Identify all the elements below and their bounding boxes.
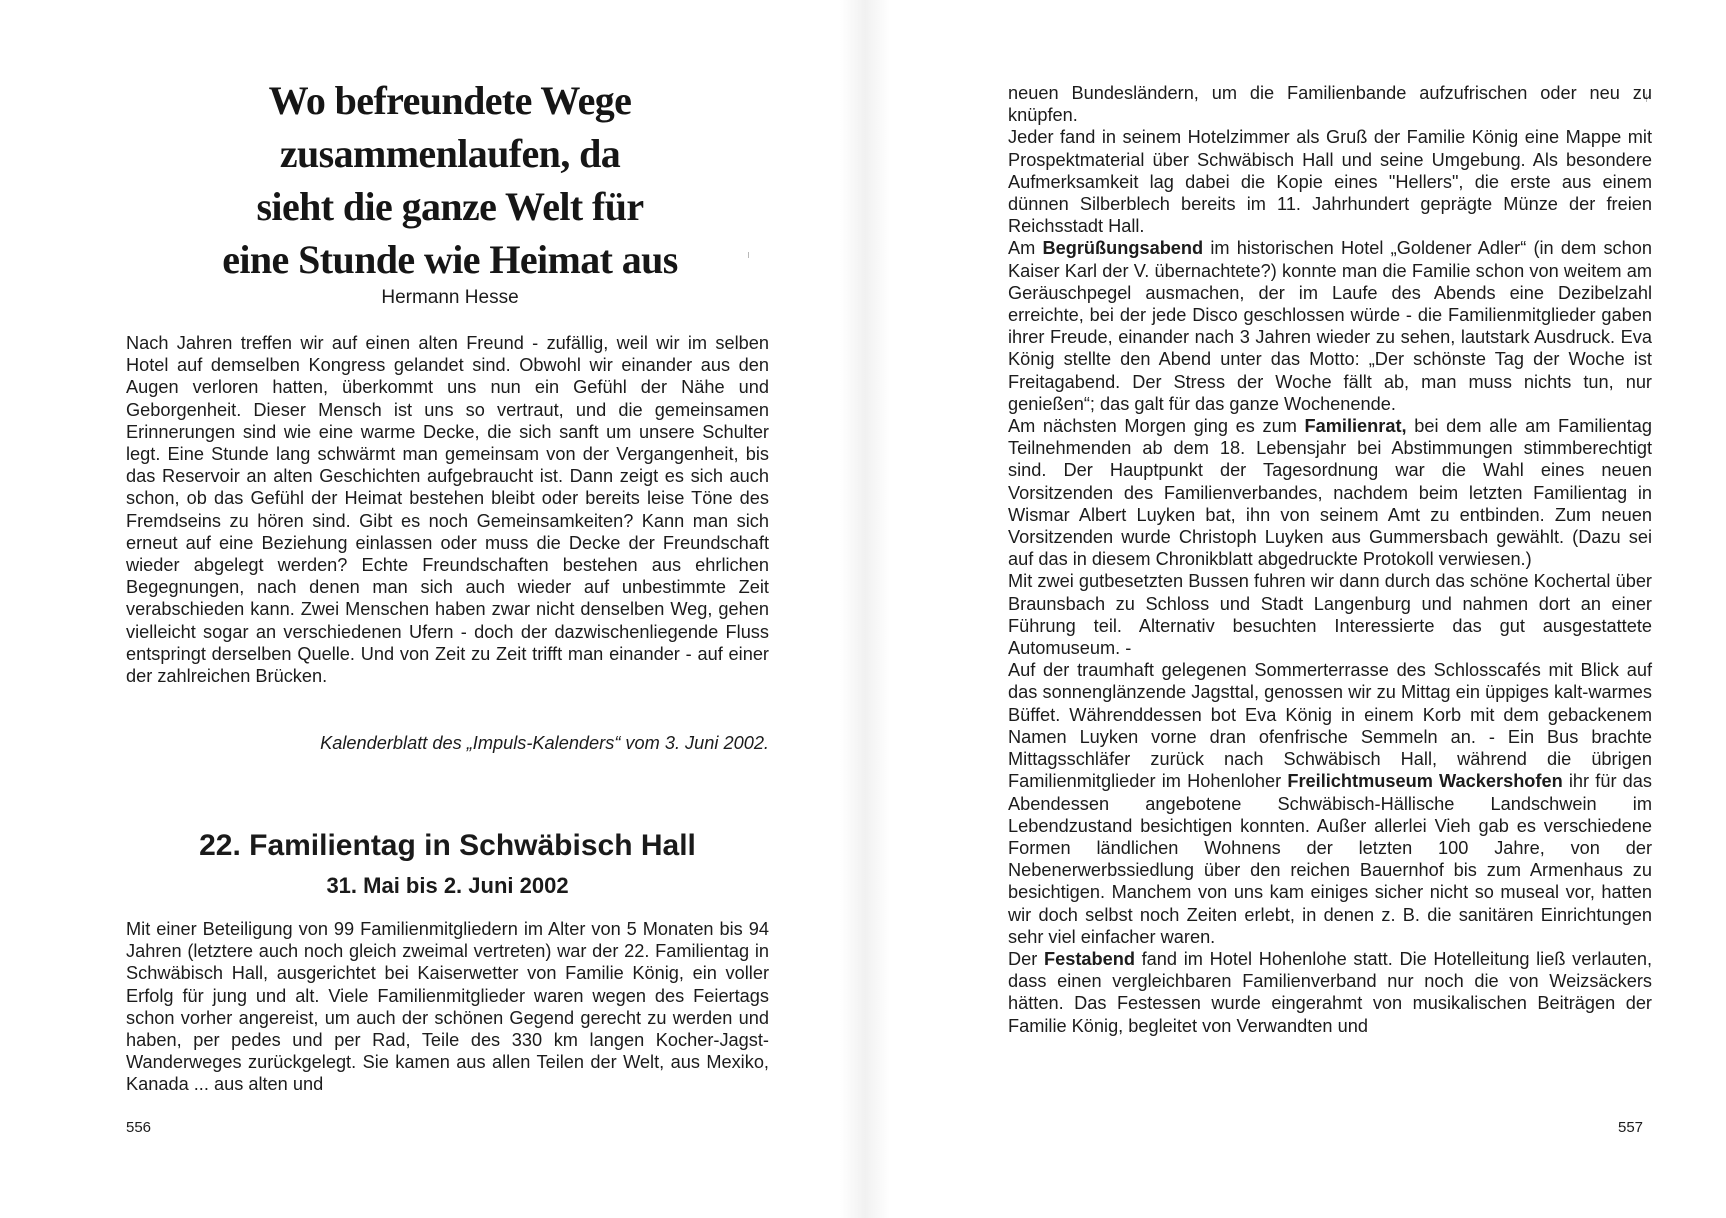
section-heading: 22. Familientag in Schwäbisch Hall: [199, 829, 696, 862]
quote-title-line: sieht die ganze Welt für: [256, 184, 644, 229]
quote-title-line: Wo befreundete Wege: [268, 78, 632, 123]
page-number-left: 556: [126, 1119, 152, 1136]
bold-keyword: Familienrat,: [1304, 416, 1407, 437]
paragraph-text: Am nächsten Morgen ging es zum: [1008, 416, 1305, 437]
intro-paragraph: Nach Jahren treffen wir auf einen alten Freund - zufällig, weil wir im selben Hotel auf demselben Kongress gelandet sind. Obwohl wir einander aus den Augen verloren hatten, überkommt uns nun ein Gefühl der Nähe und Geborgenheit. Dieser Mensch ist uns so vertraut, und die gemeinsamen Erinnerungen sind wie eine warme Decke, die sich sanft um unsere Schulter legt. Eine Stunde lang schwärmt man gemeinsam von der Vergangenheit, bis das Reservoir an alten Geschichten aufgebraucht ist. Dann zeigt es sich auch schon, ob das Gefühl der Heimat bestehen bleibt oder bereits leise Töne des Fremdseins zu hören sind. Gibt es noch Gemeinsamkeiten? Kann man sich erneut auf eine Beziehung einlassen oder muss die Decke der Freundschaft wieder abgelegt werden? Echte Freundschaften bestehen aus ehrlichen Begegnungen, nach denen man sich auch wieder auf unbestimmte Zeit verabschieden kann. Zwei Menschen haben zwar nicht denselben Weg, gehen vielleicht sogar an verschiedenen Ufern - doch der dazwischenliegende Fluss entspringt derselben Quelle. Und von Zeit zu Zeit trifft man einander - auf einer der zahlreichen Brücken.: [126, 333, 769, 687]
right-page-text: [1008, 82, 1652, 1037]
print-mark: [748, 252, 749, 258]
quote-author: Hermann Hesse: [381, 287, 519, 308]
quote-title-line: zusammenlaufen, da: [279, 131, 621, 176]
paragraph-text: ihr für das Abendessen angebotene Schwäbisch-Hällische Landschwein im Lebendzustand besichtigen konnten. Außer allerlei Vieh gab es verschiedene Formen ländlichen Wohnens der letzten 100 Jahre, von der Nebenerwerbssiedlung über den reichen Bauernhof bis zum Armenhaus zu besichtigen. Manchem von uns kam einiges sicher nicht so museal vor, hatten wir doch selbst noch Zeiten erlebt, in denen z. B. die sanitären Einrichtungen sehr viel einfacher waren.: [1008, 771, 1652, 947]
paragraph-text: im historischen Hotel „Goldener Adler“ (in dem schon Kaiser Karl der V. übernachtete?) konnte man die Familie schon von weitem am Geräuschpegel ausmachen, der im Laufe des Abends eine Dezibelzahl erreichte, bei der jede Disco geschlossen würde - die Familienmitglieder gaben ihrer Freude, einander nach 3 Jahren wieder zu sehen, lautstark Ausdruck. Eva König stellte den Abend unter das Motto: „Der schönste Tag der Woche ist Freitagabend. Der Stress der Woche fällt ab, man muss nichts tun, nur genießen“; das galt für das ganze Wochenende.: [1008, 238, 1652, 414]
quote-title: [150, 74, 750, 286]
right-page: [863, 0, 1726, 1218]
paragraph-text: bei dem alle am Familientag Teilnehmenden ab dem 18. Lebensjahr bei Abstimmungen stimmberechtigt sind. Der Hauptpunkt der Tagesordnung war die Wahl eines neuen Vorsitzenden des Familienverbandes, nachdem beim letzten Familientag in Wismar Albert Luyken bat, ihn von seinem Amt zu entbinden. Zum neuen Vorsitzenden wurde Christoph Luyken aus Gummersbach gewählt. (Dazu sei auf das in diesem Chronikblatt abgedruckte Protokoll verwiesen.): [1008, 416, 1652, 570]
paragraph: neuen Bundesländern, um die Familienbande aufzufrischen oder neu zu knüpfen.: [1008, 83, 1652, 126]
paragraph-text: Auf der traumhaft gelegenen Sommerterrasse des Schlosscafés mit Blick auf das sonnenglänzende Jagsttal, genossen wir zu Mittag ein üppiges kalt-warmes Büffet. Währenddessen bot Eva König in einem Korb mit dem gebackenem Namen Luyken vorne dran ofenfrische Semmeln an. - Ein Bus brachte Mittagsschläfer zurück nach Schwäbisch Hall, während die übrigen Familienmitglieder im Hohenloher: [1008, 660, 1652, 792]
paragraph: Mit zwei gutbesetzten Bussen fuhren wir dann durch das schöne Kochertal über Braunsbach zu Schloss und Stadt Langenburg und nahmen dort an einer Führung teil. Alternativ besuchten Interessierte das gut ausgestattete Automuseum. -: [1008, 571, 1652, 659]
bold-keyword: Festabend: [1043, 948, 1135, 969]
paragraph: [1008, 948, 1652, 1037]
section-subheading: 31. Mai bis 2. Juni 2002: [326, 873, 569, 898]
quote-title-line: eine Stunde wie Heimat aus: [222, 237, 678, 282]
paragraph: [1008, 659, 1652, 948]
paragraph-text: Der: [1008, 948, 1044, 969]
report-paragraph: Mit einer Beteiligung von 99 Familienmitgliedern im Alter von 5 Monaten bis 94 Jahren (letztere auch noch gleich zweimal vertreten) war der 22. Familientag in Schwäbisch Hall, ausgerichtet bei Kaiserwetter von Familie König, ein voller Erfolg für jung und alt. Viele Familienmitglieder waren wegen des Feiertags schon vorher angereist, um auch der schönen Gegend gerecht zu werden und haben, per pedes und per Rad, Teile des 330 km langen Kocher-Jagst-Wanderweges zurückgelegt. Sie kamen aus allen Teilen der Welt, aus Mexiko, Kanada ... aus alten und: [126, 919, 769, 1095]
paragraph: [1008, 237, 1652, 415]
calendar-reference: Kalenderblatt des „Impuls-Kalenders“ vom 3. Juni 2002.: [320, 733, 769, 753]
paragraph-text: fand im Hotel Hohenlohe statt. Die Hotelleitung ließ verlauten, dass einen vergleichbaren Familienverband nur noch die von Weizsäckers hätten. Das Festessen wurde eingerahmt von musikalischen Beiträgen der Familie König, begleitet von Verwandten und: [1008, 948, 1652, 1036]
bold-keyword: Freilichtmuseum Wackershofen: [1287, 771, 1563, 792]
paragraph: [1008, 415, 1652, 570]
bold-keyword: Begrüßungsabend: [1042, 238, 1204, 259]
paragraph-text: Am: [1008, 238, 1043, 259]
page-number-right: 557: [1618, 1119, 1644, 1136]
paragraph: Jeder fand in seinem Hotelzimmer als Gruß der Familie König eine Mappe mit Prospektmaterial über Schwäbisch Hall und seine Umgebung. Als besondere Aufmerksamkeit lag dabei die Kopie eines "Hellers", die erste aus einem dünnen Silberblech bereits im 11. Jahrhundert geprägte Münze der freien Reichsstadt Hall.: [1008, 127, 1652, 237]
